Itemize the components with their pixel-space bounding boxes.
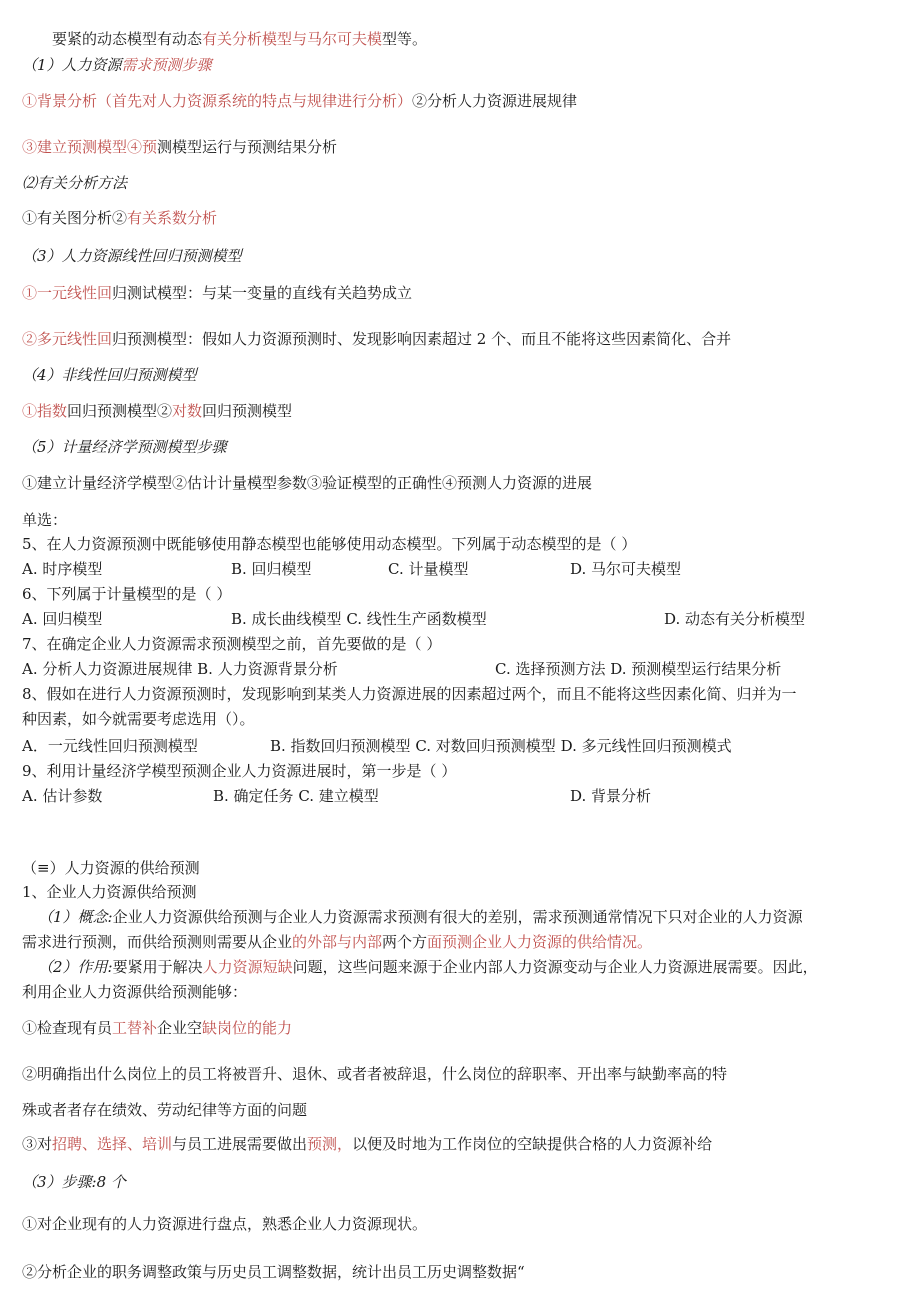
step-2: ②分析企业的职务调整政策与历史员工调整数据，统计出员工历史调整数据“ (22, 1263, 525, 1281)
q7-option-ab: A. 分析人力资源进展规律 B. 人力资源背景分析 (22, 660, 338, 678)
q5-stem: 5、在人力资源预测中既能够使用静态模型也能够使用动态模型。下列属于动态模型的是（ ） (22, 535, 637, 553)
section-title-linear-regression: （3）人力资源线性回归预测模型 (22, 247, 242, 265)
section-title-nonlinear-regression: （4）非线性回归预测模型 (22, 366, 197, 384)
q8-option-a: A．一元线性回归预测模型 (22, 737, 198, 755)
single-choice-heading: 单选： (22, 511, 68, 529)
text: 问题，这些问题来源于企业内部人力资源变动与企业人力资源进展需要。因此， (292, 958, 818, 976)
q5-option-d: D. 马尔可夫模型 (570, 560, 682, 578)
intro-tail: 型等。 (382, 30, 428, 48)
q5-option-b: B. 回归模型 (231, 560, 312, 578)
linear-regression-line-1 (22, 283, 412, 303)
title-text: （1）人力资源 (22, 56, 122, 74)
q9-stem: 9、利用计量经济学模型预测企业人力资源进展时，第一步是（ ） (22, 762, 457, 780)
highlight: 的外部与内部 (292, 933, 383, 951)
q6-option-a: A. 回归模型 (22, 610, 103, 628)
role-item-2-line-1: ②明确指出什么岗位上的员工将被晋升、退休、或者者被辞退，什么岗位的辞职率、开出率与缺勤率高的特 (22, 1065, 728, 1083)
section-title-analysis-methods: ⑵有关分析方法 (22, 174, 128, 192)
q7-option-cd: C. 选择预测方法 D. 预测模型运行结果分析 (495, 660, 782, 678)
q9-option-bc: B. 确定任务 C. 建立模型 (213, 787, 379, 805)
role-item-1 (22, 1018, 292, 1038)
q6-option-d: D. 动态有关分析模型 (664, 610, 806, 628)
q5-option-a: A. 时序模型 (22, 560, 103, 578)
highlight: ①背景分析（首先对人力资源系 (22, 92, 233, 110)
part3-title: （≡）人力资源的供给预测 (22, 859, 200, 877)
role-item-3 (22, 1134, 712, 1154)
text: 要紧用于解决 (112, 958, 203, 976)
step-1: ①对企业现有的人力资源进行盘点，熟悉企业人力资源现状。 (22, 1215, 428, 1233)
text: 回归预测模型② (67, 402, 173, 420)
role-line-2: 利用企业人力资源供给预测能够： (22, 983, 248, 1001)
title-highlight: 需求预测步骤 (121, 56, 212, 74)
intro-line (52, 29, 427, 49)
text: 与员工进展需要做出 (172, 1135, 308, 1153)
linear-regression-line-2 (22, 329, 731, 349)
text: ①检查现有员 (22, 1019, 113, 1037)
q6-stem: 6、下列属于计量模型的是（ ） (22, 585, 232, 603)
text: 企业人力资源供给预测与企业人力资源需求预测有很大的差别，需求预测通常情况下只对企业的人力资源 (112, 908, 803, 926)
text: 归预测模型：假如人力资源预测时、发现影响因素超过 2 个、而且不能将这些因素简化、合并 (112, 330, 732, 348)
highlight: 面预测企业人力资源的供给情况。 (427, 933, 653, 951)
text: 需求进行预测，而供给预测则需要从企业 (22, 933, 293, 951)
role-label: （2）作用: (38, 958, 113, 976)
demand-steps-line-2 (22, 137, 337, 157)
concept-line-2 (22, 932, 652, 952)
q7-stem: 7、在确定企业人力资源需求预测模型之前，首先要做的是（ ） (22, 635, 442, 653)
text: ③对 (22, 1135, 53, 1153)
q6-option-bc: B. 成长曲线模型 C. 线性生产函数模型 (231, 610, 487, 628)
section-title-econometric: （5）计量经济学预测模型步骤 (22, 438, 227, 456)
highlight: 缺岗位的能力 (202, 1019, 293, 1037)
text: 企业空 (157, 1019, 203, 1037)
highlight: 预测， (307, 1135, 353, 1153)
intro-text: 要紧的动态模型有动态 (52, 30, 203, 48)
section-title-demand-steps (22, 55, 212, 75)
intro-highlight: 有关分析模型与马尔可夫模 (202, 30, 383, 48)
highlight: 工替补 (112, 1019, 158, 1037)
nonlinear-regression-line (22, 401, 292, 421)
text: 以便及时地为工作岗位的空缺提供合格的人力资源补给 (352, 1135, 713, 1153)
text: 回归预测模型 (202, 402, 293, 420)
q8-stem-1: 8、假如在进行人力资源预测时，发现影响到某类人力资源进展的因素超过两个，而且不能将这些因素化简、归并为一 (22, 685, 797, 703)
steps-title: （3）步骤:8 个 (22, 1173, 126, 1191)
q8-option-bcd: B. 指数回归预测模型 C. 对数回归预测模型 D. 多元线性回归预测模式 (270, 737, 732, 755)
concept-label: （1）概念: (38, 908, 113, 926)
text: 归测试模型：与某一变量的直线有关趋势成立 (112, 284, 413, 302)
text: ②分析人力资源进展规律 (412, 92, 578, 110)
highlight: ②多元线性回 (22, 330, 113, 348)
highlight: 有关系数分析 (127, 209, 218, 227)
role-line-1 (38, 957, 818, 977)
supply-forecast-title: 1、企业人力资源供给预测 (22, 883, 197, 901)
text: ①有关图分析② (22, 209, 128, 227)
highlight: ①一元线性回 (22, 284, 113, 302)
q5-option-c: C. 计量模型 (388, 560, 469, 578)
analysis-methods-line (22, 208, 217, 228)
role-item-2-line-2: 殊或者者存在绩效、劳动纪律等方面的问题 (22, 1101, 308, 1119)
highlight: ③建立预测模型④预 (22, 138, 158, 156)
highlight: 对数 (172, 402, 203, 420)
q9-option-a: A. 估计参数 (22, 787, 103, 805)
highlight: 统的特点与规律进行分析） (232, 92, 413, 110)
highlight: 人力资源短缺 (202, 958, 293, 976)
highlight: 招聘、选择、培训 (52, 1135, 173, 1153)
text: 测模型运行与预测结果分析 (157, 138, 338, 156)
econometric-line: ①建立计量经济学模型②估计计量模型参数③验证模型的正确性④预测人力资源的进展 (22, 474, 593, 492)
demand-steps-line-1 (22, 91, 577, 111)
q9-option-d: D. 背景分析 (570, 787, 652, 805)
q8-stem-2: 种因素，如今就需要考虑选用（）。 (22, 710, 255, 728)
concept-line-1 (38, 907, 803, 927)
highlight: ①指数 (22, 402, 68, 420)
text: 两个方 (382, 933, 428, 951)
